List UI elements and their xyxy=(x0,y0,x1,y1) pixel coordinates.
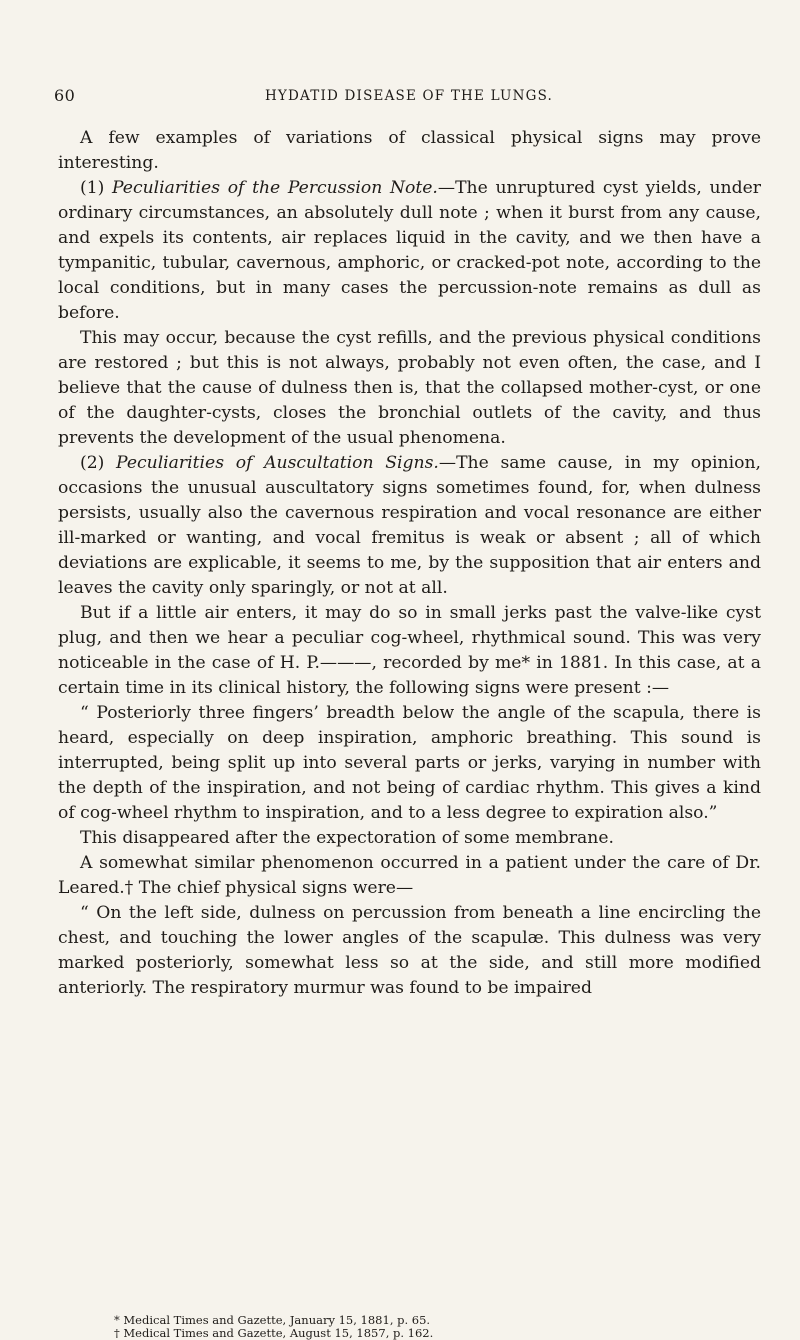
paragraph-refill: This may occur, because the cyst refills, and the previous physical conditions are restored ; but this is not always, probably not even often, the case, and I believe that the cause of dulness then is, that the collapsed mother-cyst, or one of the daughter-cysts, closes the bronchial outlets of the cavity, and thus prevents the development of the usual phenomena. xyxy=(58,328,761,448)
paragraph-auscultation: (2) Peculiarities of Auscultation Signs.—The same cause, in my opinion, occasions the unusual auscultatory signs sometimes found, for, when dulness persists, usually also the cavernous respiration and vocal resonance are either ill-marked or wanting, and vocal fremitus is weak or absent ; all of which deviations are explicable, it seems to me, by the supposition that air enters and leaves the cavity only sparingly, or not at all. xyxy=(58,453,761,598)
section-heading-percussion: Peculiarities of the Percussion Note. xyxy=(112,178,438,198)
paragraph-disappeared: This disappeared after the expectoration of some membrane. xyxy=(80,828,615,848)
paragraph-cogwheel: But if a little air enters, it may do so in small jerks past the valve-like cyst plug, and then we hear a peculiar cog-wheel, rhythmical sound. This was very noticeable in the case of H. P.———, recorded by me* in 1881. In this case, at a certain time in its clinical history, the following signs were present :— xyxy=(58,603,761,698)
paragraph-percussion: (1) Peculiarities of the Percussion Note.—The unruptured cyst yields, under ordinary circumstances, an absolutely dull note ; when it burst from any cause, and expels its contents, air replaces liquid in the cavity, and we then have a tympanitic, tubular, cavernous, amphoric, or cracked-pot note, according to the local conditions, but in many cases the percussion-note remains as dull as before. xyxy=(58,178,762,323)
paragraph-leared: A somewhat similar phenomenon occurred in a patient under the care of Dr. Leared.† The chief physical signs were— xyxy=(58,853,761,898)
footnotes xyxy=(114,1314,734,1340)
paragraph-intro: A few examples of variations of classical physical signs may prove interesting. xyxy=(58,128,761,173)
footnote: † Medical Times and Gazette, August 15, 1857, p. 162. xyxy=(114,1326,434,1340)
running-head: HYDATID DISEASE OF THE LUNGS. xyxy=(264,88,554,104)
paragraph-quote-leared: “ On the left side, dulness on percussion from beneath a line encircling the chest, and touching the lower angles of the scapulæ. This dulness was very marked posteriorly, somewhat less so at the side, and still more modified anteriorly. The respiratory murmur was found to be impaired xyxy=(58,903,761,998)
body-text xyxy=(58,126,761,1001)
footnote: * Medical Times and Gazette, January 15, 1881, p. 65. xyxy=(114,1313,431,1327)
paragraph-quote-case: “ Posteriorly three fingers’ breadth below the angle of the scapula, there is heard, especially on deep inspiration, amphoric breathing. This sound is interrupted, being split up into several parts or jerks, varying in number with the depth of the inspiration, and not being of cardiac rhythm. This gives a kind of cog-wheel rhythm to inspiration, and to a less degree to expiration also.” xyxy=(58,703,761,823)
page-header xyxy=(54,86,764,110)
section-heading-auscultation: Peculiarities of Auscultation Signs. xyxy=(116,453,439,473)
page-number: 60 xyxy=(54,86,76,105)
